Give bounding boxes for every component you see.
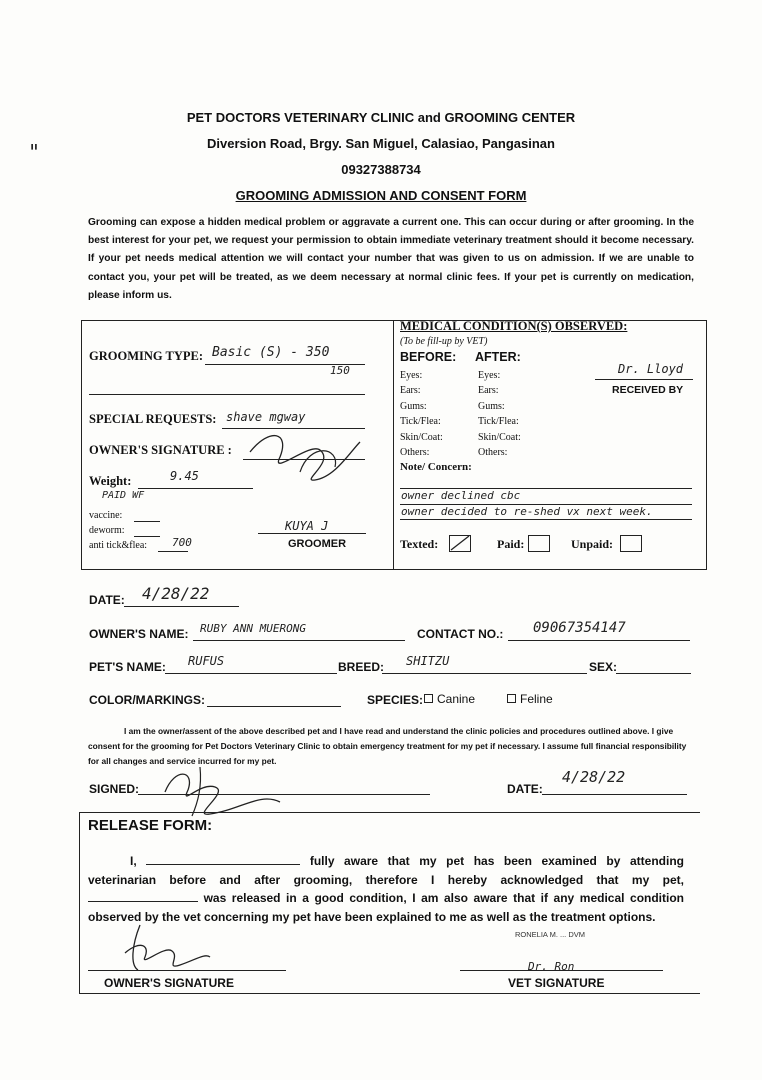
- tested-checkbox[interactable]: [449, 535, 471, 553]
- groomer-name[interactable]: KUYA J: [285, 519, 329, 533]
- breed-label: BREED:: [338, 660, 385, 674]
- form-title: GROOMING ADMISSION AND CONSENT FORM: [235, 188, 527, 203]
- release-vet-label: VET SIGNATURE: [508, 976, 605, 990]
- deworm-line: [134, 536, 160, 537]
- note-label: Note/ Concern:: [400, 461, 472, 473]
- grooming-type-line-2: [89, 394, 365, 395]
- vet-handwritten: Dr. Ron: [528, 960, 575, 973]
- vet-stamp: RONELIA M. ... DVM: [515, 930, 586, 939]
- before-eyes[interactable]: Eyes:: [400, 370, 423, 381]
- note-line-3: [400, 519, 692, 520]
- note-line-1-text[interactable]: owner declined cbc: [401, 489, 521, 502]
- sex-label: SEX:: [589, 660, 618, 674]
- owner-name-value[interactable]: RUBY ANN MUERONG: [200, 622, 306, 635]
- special-requests-value[interactable]: shave mgway: [226, 410, 306, 424]
- breed-value[interactable]: SHITZU: [406, 654, 450, 668]
- before-ears[interactable]: Ears:: [400, 385, 421, 397]
- weight-line: [138, 488, 253, 489]
- breed-line: [382, 673, 587, 674]
- contact-label: CONTACT NO.:: [417, 627, 504, 641]
- antitick-value[interactable]: 700: [172, 536, 192, 549]
- clinic-phone: 09327388734: [341, 162, 421, 177]
- vaccine-line: [134, 521, 160, 522]
- signed-signature-scribble: [140, 762, 290, 818]
- vaccine-label: vaccine:: [89, 510, 123, 521]
- received-by-label: RECEIVED BY: [612, 384, 684, 396]
- sex-line: [616, 673, 691, 674]
- after-tickflea[interactable]: Tick/Flea:: [478, 416, 519, 428]
- contact-value[interactable]: 09067354147: [533, 620, 626, 636]
- tested-label: Texted:: [400, 537, 439, 551]
- before-others[interactable]: Others:: [400, 447, 430, 459]
- release-vet-line: [460, 970, 663, 971]
- release-title: RELEASE FORM:: [88, 817, 213, 834]
- color-line: [207, 706, 341, 707]
- feline-label: Feline: [520, 692, 553, 706]
- special-requests-line: [222, 428, 365, 429]
- before-label: BEFORE:: [400, 350, 457, 364]
- grooming-type-extra: 150: [330, 364, 350, 377]
- antitick-line: [158, 551, 188, 552]
- note-line-2-text[interactable]: owner decided to re-shed vx next week.: [401, 505, 653, 518]
- after-gums[interactable]: Gums:: [478, 400, 505, 412]
- after-others[interactable]: Others:: [478, 447, 508, 459]
- signed-line: [138, 794, 430, 795]
- canine-label: Canine: [437, 692, 476, 706]
- paid-checkbox[interactable]: [528, 535, 550, 553]
- contact-line: [508, 640, 690, 641]
- release-blank-2[interactable]: [88, 890, 198, 902]
- before-tickflea[interactable]: Tick/Flea:: [400, 416, 441, 428]
- consent-text: I am the owner/assent of the above described pet and I have read and understand the clinic policies and procedures outlined above. I give consent for the grooming for Pet Doctors Veterinary Clinic to obtain emergency treatment for my pet if necessary. I assume full financial responsibility for all changes and service incurred for my pet.: [88, 726, 687, 766]
- owner-signature-label: OWNER'S SIGNATURE :: [89, 443, 232, 457]
- owner-name-label: OWNER'S NAME:: [89, 627, 189, 641]
- species-label: SPECIES:: [367, 693, 424, 707]
- signed-label: SIGNED:: [89, 782, 140, 796]
- weight-label: Weight:: [89, 474, 132, 488]
- signed-date-value[interactable]: 4/28/22: [562, 768, 626, 786]
- unpaid-checkbox[interactable]: [620, 535, 642, 553]
- signed-date-label: DATE:: [507, 782, 543, 796]
- after-ears[interactable]: Ears:: [478, 385, 499, 397]
- after-eyes[interactable]: Eyes:: [478, 370, 501, 381]
- before-list: [400, 368, 443, 460]
- release-owner-label: OWNER'S SIGNATURE: [104, 976, 234, 990]
- date-label: DATE:: [89, 593, 125, 607]
- owner-name-line: [193, 640, 405, 641]
- received-by-line: [595, 379, 693, 380]
- signed-date-line: [542, 794, 687, 795]
- paid-note: PAID WF: [102, 490, 145, 501]
- release-text-b: fully aware that my pet has been examined by attending veterinarian before and after grooming, therefore I hereby acknowledged that my pet,: [88, 854, 684, 887]
- before-skincoat[interactable]: Skin/Coat:: [400, 431, 443, 443]
- medical-title: MEDICAL CONDITION(S) OBSERVED:: [400, 319, 628, 333]
- grooming-type-value[interactable]: Basic (S) - 350: [212, 345, 330, 360]
- date-value[interactable]: 4/28/22: [142, 584, 210, 603]
- release-text-c: was released in a good condition, I am also aware that if any medical condition observed by the vet concerning my pet have been explained to me as well as the treatment options.: [88, 891, 685, 924]
- release-owner-line: [88, 970, 286, 971]
- after-label: AFTER:: [475, 350, 521, 364]
- color-label: COLOR/MARKINGS:: [89, 693, 205, 707]
- pet-name-value[interactable]: RUFUS: [188, 654, 225, 668]
- species-canine-option[interactable]: [424, 692, 475, 706]
- pet-name-line: [165, 673, 337, 674]
- groomer-line: [258, 533, 366, 534]
- after-skincoat[interactable]: Skin/Coat:: [478, 431, 521, 443]
- clinic-name: PET DOCTORS VETERINARY CLINIC and GROOMING CENTER: [186, 110, 576, 125]
- antitick-label: anti tick&flea:: [89, 540, 148, 551]
- pet-name-label: PET'S NAME:: [89, 660, 166, 674]
- clinic-address: Diversion Road, Brgy. San Miguel, Calasiao, Pangasinan: [207, 136, 555, 151]
- intro-paragraph: Grooming can expose a hidden medical problem or aggravate a current one. This can occur during or after grooming. In the best interest for your pet, we request your permission to obtain immediate veterinary treatment should it become necessary. If your pet needs medical attention we will contact your number that was given to us on admission. If we are unable to contact you, your pet will be treated, as we deem necessary at normal clinic fees. If your pet is currently on medication, please inform us.: [88, 217, 694, 301]
- release-blank-1[interactable]: [146, 853, 300, 865]
- received-by-value[interactable]: Dr. Lloyd: [618, 362, 684, 376]
- owner-signature-line: [243, 459, 365, 460]
- deworm-label: deworm:: [89, 525, 125, 536]
- special-requests-label: SPECIAL REQUESTS:: [89, 412, 217, 426]
- before-gums[interactable]: Gums:: [400, 400, 427, 412]
- release-paragraph: [88, 852, 684, 926]
- paid-label: Paid:: [497, 537, 525, 551]
- after-list: [478, 368, 521, 460]
- species-feline-option[interactable]: [507, 692, 553, 706]
- grooming-type-label: GROOMING TYPE:: [89, 349, 204, 363]
- margin-mark: ": [28, 140, 41, 164]
- medical-subtitle: (To be fill-up by VET): [400, 336, 488, 347]
- date-line: [124, 606, 239, 607]
- groomer-label: GROOMER: [288, 538, 347, 550]
- release-text-a: I,: [130, 854, 137, 868]
- unpaid-label: Unpaid:: [571, 537, 614, 551]
- weight-value[interactable]: 9.45: [170, 469, 199, 483]
